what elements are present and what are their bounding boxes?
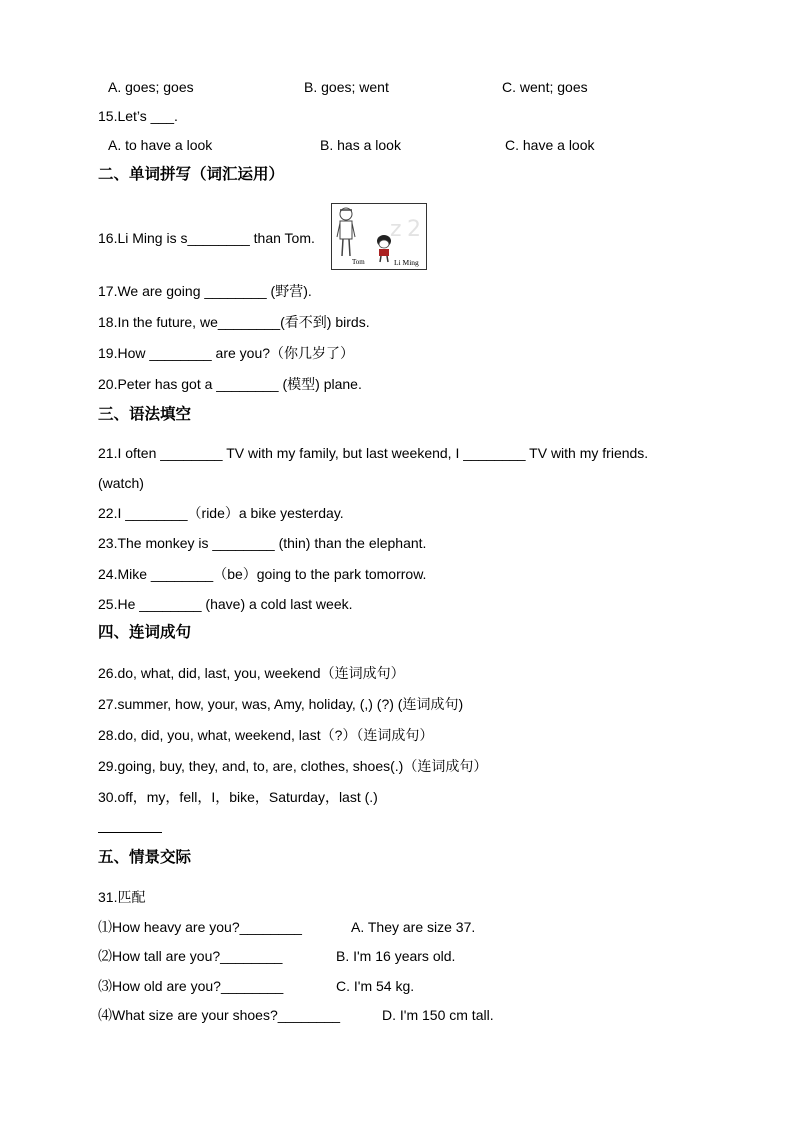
- q16: 16.Li Ming is s________ than Tom.: [98, 230, 315, 246]
- q14-option-c: C. went; goes: [502, 79, 588, 95]
- q28: 28.do, did, you, what, weekend, last（?）（连词成句）: [98, 727, 434, 743]
- q25: 25.He ________ (have) a cold last week.: [98, 596, 353, 612]
- section3-title: 三、语法填空: [98, 406, 192, 423]
- q31-answer-d: D. I'm 150 cm tall.: [382, 1007, 494, 1023]
- q31-question-2: ⑵How tall are you?________: [98, 948, 283, 964]
- tom-and-li-ming-picture: [331, 203, 427, 270]
- q31-stem: 31.匹配: [98, 889, 146, 905]
- q30: 30.off，my，fell，I，bike，Saturday，last (.): [98, 789, 378, 805]
- q27: 27.summer, how, your, was, Amy, holiday, (,) (?) (连词成句): [98, 696, 464, 712]
- q18: 18.In the future, we________(看不到) birds.: [98, 314, 370, 330]
- q14-option-b: B. goes; went: [304, 79, 389, 95]
- q15-option-b: B. has a look: [320, 137, 401, 153]
- q19: 19.How ________ are you?（你几岁了）: [98, 345, 355, 361]
- q31-answer-a: A. They are size 37.: [351, 919, 476, 935]
- q31-answer-b: B. I'm 16 years old.: [336, 948, 456, 964]
- svg-text:2: 2: [407, 217, 421, 242]
- picture-label-li-ming: Li Ming: [394, 258, 419, 267]
- q26: 26.do, what, did, last, you, weekend（连词成句）: [98, 665, 405, 681]
- q31-question-1: ⑴How heavy are you?________: [98, 919, 302, 935]
- q29: 29.going, buy, they, and, to, are, clothes, shoes(.)（连词成句）: [98, 758, 488, 774]
- q21-hint: (watch): [98, 475, 144, 491]
- q14-option-a: A. goes; goes: [108, 79, 194, 95]
- q24: 24.Mike ________（be）going to the park tomorrow.: [98, 566, 427, 582]
- q31-question-4: ⑷What size are your shoes?________: [98, 1007, 341, 1023]
- q30-answer-line: [98, 832, 162, 833]
- q21: 21.I often ________ TV with my family, but last weekend, I ________ TV with my friends.: [98, 445, 649, 461]
- q31-answer-c: C. I'm 54 kg.: [336, 978, 415, 994]
- q15-stem: 15.Let’s ___.: [98, 108, 178, 124]
- section5-title: 五、情景交际: [98, 849, 192, 866]
- section4-title: 四、连词成句: [98, 624, 192, 641]
- svg-text:z: z: [390, 217, 402, 242]
- q23: 23.The monkey is ________ (thin) than the elephant.: [98, 535, 427, 551]
- section2-title: 二、单词拼写（词汇运用）: [98, 166, 285, 183]
- q15-option-c: C. have a look: [505, 137, 595, 153]
- q15-option-a: A. to have a look: [108, 137, 213, 153]
- picture-label-tom: Tom: [352, 258, 365, 266]
- q22: 22.I ________（ride）a bike yesterday.: [98, 505, 344, 521]
- q17: 17.We are going ________ (野营).: [98, 283, 312, 299]
- q20: 20.Peter has got a ________ (模型) plane.: [98, 376, 362, 392]
- q31-question-3: ⑶How old are you?________: [98, 978, 284, 994]
